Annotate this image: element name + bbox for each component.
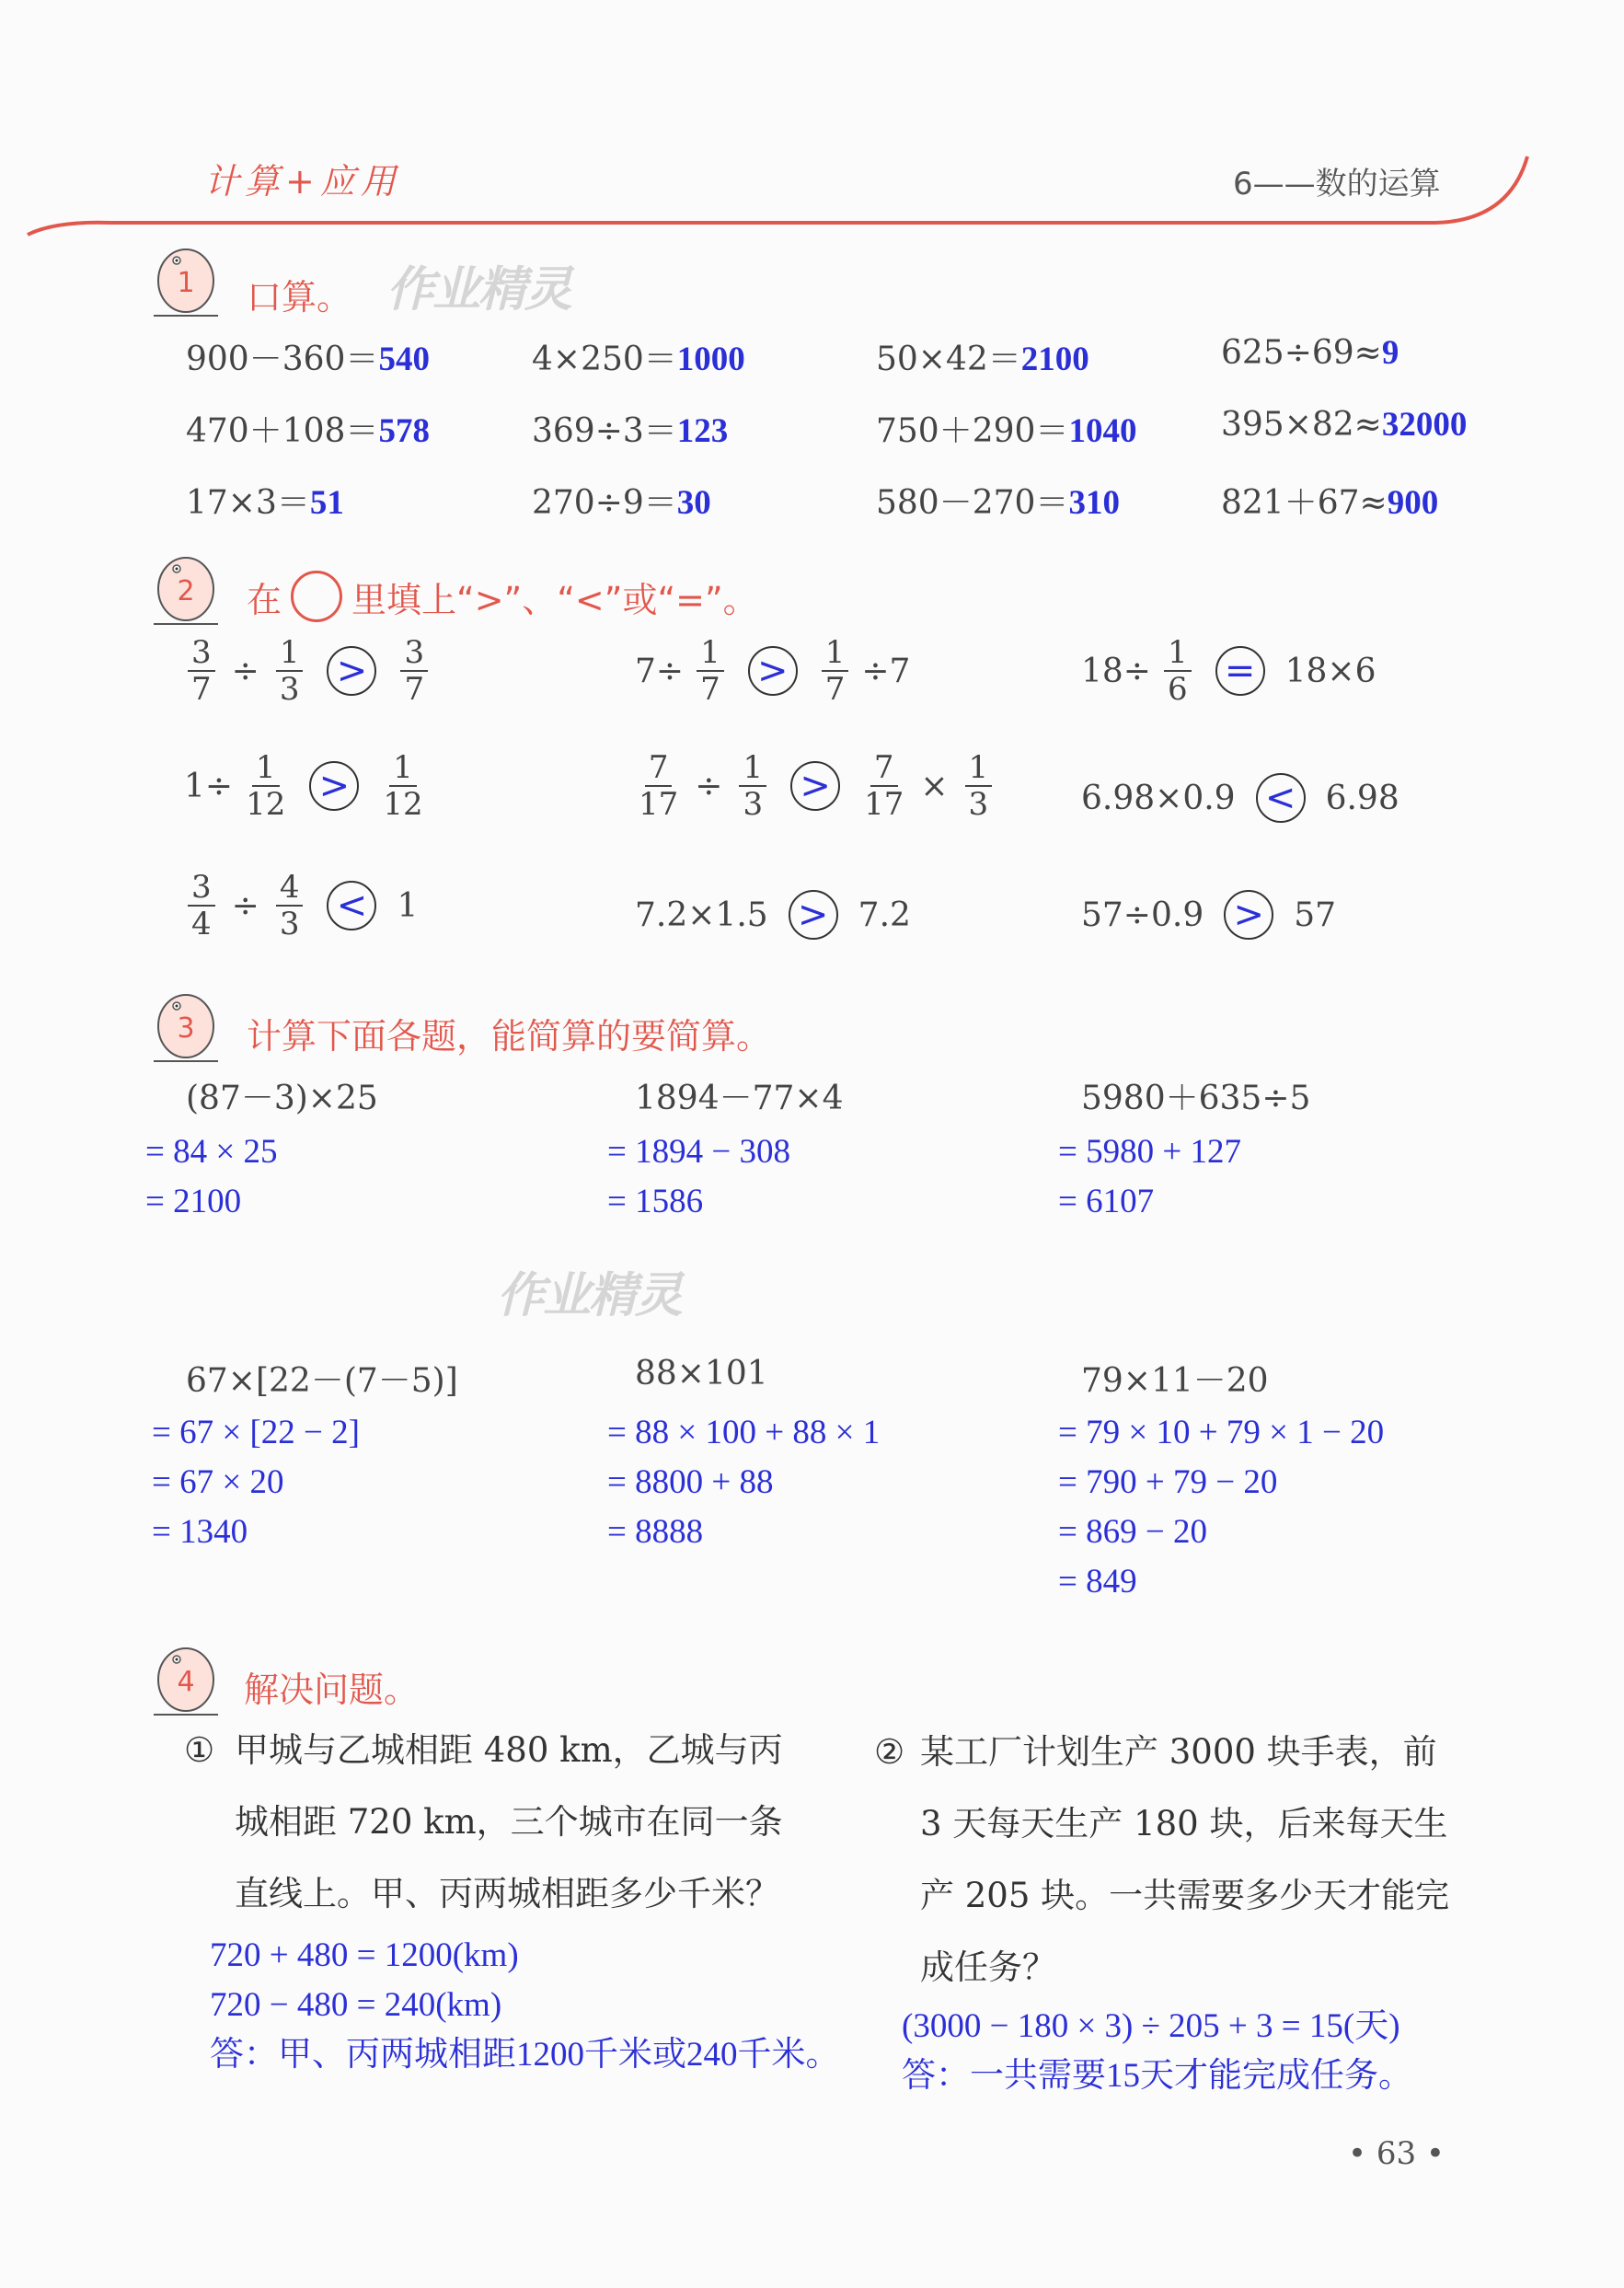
section-title: 口算。 xyxy=(247,277,352,318)
compare-answer[interactable]: > xyxy=(748,646,798,696)
oral-item: 750＋290＝1040 xyxy=(876,412,1137,450)
calc-question: 88×101 xyxy=(635,1355,768,1392)
compare-item: 18÷ $\frac{1}{6}$ = 18×6 xyxy=(1081,634,1376,708)
compare-item: $\frac{3}{4}$ ÷ $\frac{4}{3}$ < 1 xyxy=(184,870,418,942)
problem-2-work: (3000 − 180 × 3) ÷ 205 + 3 = 15(天) 答：一共需要15天才能完成任务。 xyxy=(902,2007,1412,2095)
oral-item: 270÷9＝30 xyxy=(532,484,711,522)
oral-item: 17×3＝51 xyxy=(186,484,344,522)
bird-icon xyxy=(149,244,223,327)
compare-answer[interactable]: < xyxy=(327,881,376,930)
calc-work: = 67 × [22 − 2] = 67 × 20 = 1340 xyxy=(152,1414,360,1551)
watermark: 作业精灵 xyxy=(497,1268,682,1323)
compare-answer[interactable]: > xyxy=(327,646,376,696)
compare-item: 1÷ $\frac{1}{12}$ > $\frac{1}{12}$ xyxy=(184,749,423,823)
oral-item: 625÷69≈9 xyxy=(1221,334,1399,372)
bird-icon xyxy=(149,1643,223,1726)
svg-text:4: 4 xyxy=(177,1666,195,1698)
bird-icon xyxy=(149,552,223,635)
compare-item: 7÷ $\frac{1}{7}$ > $\frac{1}{7}$ ÷7 xyxy=(635,634,911,708)
oral-item: 369÷3＝123 xyxy=(532,412,729,450)
compare-answer[interactable]: > xyxy=(790,761,840,811)
calc-work: = 79 × 10 + 79 × 1 − 20 = 790 + 79 − 20 = 869 − 20 = 849 xyxy=(1058,1414,1385,1600)
calc-question: 67×[22－(7－5)] xyxy=(186,1362,458,1400)
compare-answer[interactable]: < xyxy=(1256,773,1306,823)
section-title: 解决问题。 xyxy=(244,1670,420,1710)
section-number: 1 xyxy=(177,267,195,299)
oral-item: 900－360＝540 xyxy=(186,341,430,378)
oral-item: 821＋67≈900 xyxy=(1221,484,1439,522)
calc-work: = 88 × 100 + 88 × 1 = 8800 + 88 = 8888 xyxy=(607,1414,881,1551)
section-title: 计算下面各题，能简算的要简算。 xyxy=(247,1016,772,1057)
calc-question: (87－3)×25 xyxy=(186,1080,378,1117)
watermark: 作业精灵 xyxy=(386,262,571,318)
compare-answer[interactable]: > xyxy=(309,761,359,811)
page-number: • 63 • xyxy=(1348,2135,1445,2172)
oral-item: 395×82≈32000 xyxy=(1221,406,1468,444)
calc-work: = 84 × 25 = 2100 xyxy=(145,1133,278,1220)
header-title: 计算+应用 xyxy=(204,161,401,202)
calc-question: 5980＋635÷5 xyxy=(1081,1080,1311,1117)
calc-work: = 5980 + 127 = 6107 xyxy=(1058,1133,1241,1220)
compare-answer[interactable]: > xyxy=(1224,890,1273,940)
oral-item: 4×250＝1000 xyxy=(532,341,745,378)
oral-item: 580－270＝310 xyxy=(876,484,1120,522)
bird-icon xyxy=(149,989,223,1072)
compare-answer[interactable]: = xyxy=(1215,646,1265,696)
compare-item: $\frac{3}{7}$ ÷ $\frac{1}{3}$ > $\frac{3}{7}$ xyxy=(184,635,432,707)
calc-question: 1894－77×4 xyxy=(635,1080,844,1117)
circle-icon xyxy=(291,571,342,622)
problem-2-text: 某工厂计划生产 3000 块手表，前 3 天每天生产 180 块，后来每天生 产 205 块。一共需要多少天才能完 成任务？ xyxy=(920,1732,1450,1987)
calc-work: = 1894 − 308 = 1586 xyxy=(607,1133,790,1220)
header-rule xyxy=(0,138,1624,248)
compare-item: $\frac{7}{17}$ ÷ $\frac{1}{3}$ > $\frac{7}{17}$ × $\frac{1}{3}$ xyxy=(635,750,996,822)
svg-text:2: 2 xyxy=(177,575,195,607)
section-title: 在 里填上“>”、“<”或“=”。 xyxy=(247,571,758,622)
problem-1-text: 甲城与乙城相距 480 km，乙城与丙 城相距 720 km，三个城市在同一条 直线上。甲、丙两城相距多少千米？ xyxy=(235,1730,783,1913)
compare-item: 57÷0.9 > 57 xyxy=(1081,890,1336,940)
compare-item: 7.2×1.5 > 7.2 xyxy=(635,890,911,940)
problem-1-marker: ① xyxy=(184,1730,215,1770)
chapter-title: 6——数的运算 xyxy=(1233,166,1441,202)
compare-answer[interactable]: > xyxy=(789,890,838,940)
compare-item: 6.98×0.9 < 6.98 xyxy=(1081,773,1399,823)
calc-question: 79×11－20 xyxy=(1081,1362,1269,1400)
oral-item: 470＋108＝578 xyxy=(186,412,430,450)
svg-text:3: 3 xyxy=(177,1012,195,1045)
problem-2-marker: ② xyxy=(874,1732,905,1772)
oral-item: 50×42＝2100 xyxy=(876,341,1089,378)
problem-1-work: 720 + 480 = 1200(km) 720 − 480 = 240(km) 答：甲、丙两城相距1200千米或240千米。 xyxy=(210,1936,840,2074)
